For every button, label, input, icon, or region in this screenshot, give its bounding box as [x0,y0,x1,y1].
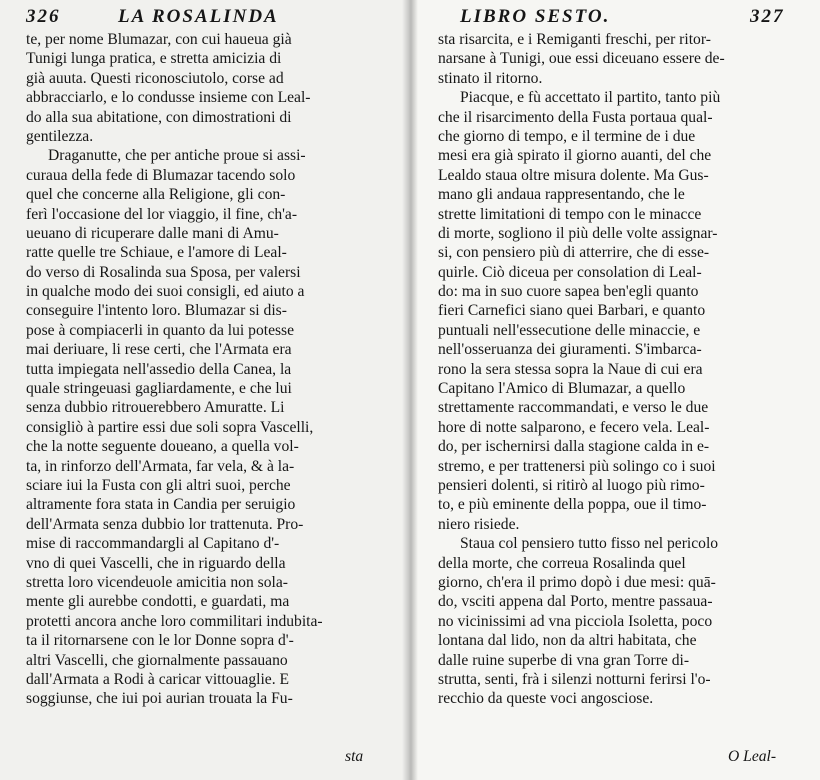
text-line: quale stringeuasi gagliardamente, e che lui [26,380,292,398]
text-line: no vicinissimi ad vna picciola Isoletta, poco [438,612,713,630]
text-line: Tunigi lunga pratica, e stretta amicizia di [26,50,282,68]
text-line: tutta impiegata nell'assedio della Canea, la [26,360,292,378]
text-line: pose à compiacerli in quanto da lui potesse [26,321,295,339]
right-page [410,0,820,780]
text-line: do, per ischernirsi dalla stagione calda in e- [438,438,710,456]
text-line: do: ma in suo cuore sapea ben'egli quanto [438,283,699,301]
text-line: gentilezza. [26,127,94,145]
text-line: pensieri dolenti, si ritirò al luogo più rimo- [438,476,705,494]
text-line: di morte, sogliono il più delle volte assignar- [438,224,718,242]
text-line: in qualche modo dei suoi consigli, ed aiuto a [26,283,305,301]
text-line: do verso di Rosalinda sua Sposa, per valersi [26,263,301,281]
text-line: mente gli aurebbe condotti, e guardati, ma [26,593,290,611]
text-line: recchio da queste voci angosciose. [438,690,654,708]
text-line: della morte, che correua Rosalinda quel [438,554,686,572]
text-line: to, e più eminente della poppa, oue il timo- [438,496,707,514]
text-line: curaua della fede di Blumazar tacendo solo [26,166,296,184]
text-line: fieri Carnefici siano quei Barbari, e quanto [438,302,706,320]
text-line: mise di raccommandargli al Capitano d'- [26,535,280,553]
right-catchword: O Leal- [728,748,777,765]
text-line: do, vsciti appena dal Porto, mentre passaua- [438,593,713,611]
text-line: Piacque, e fù accettato il partito, tanto più [460,89,721,107]
text-line: rono la sera stessa sopra la Naue di cui era [438,360,703,378]
text-line: vno di quei Vascelli, che in riguardo della [26,554,286,572]
text-line: ta, in rinforzo dell'Armata, far vela, & à la- [26,457,295,475]
left-catchword: sta [345,748,364,765]
left-running-head: LA ROSALINDA [118,6,279,27]
text-line: hore di notte salparono, e fecero vela. Leal- [438,418,710,436]
text-line: Lealdo staua oltre misura dolente. Ma Gus- [438,166,709,184]
text-line: quirle. Ciò diceua per consolation di Leal- [438,263,702,281]
text-line: altri Vascelli, che giornalmente passauano [26,651,288,669]
text-line: sta risarcita, e i Remiganti freschi, per ritor- [438,31,711,48]
text-line: sciare iui la Fusta con gli altri suoi, perche [26,476,291,494]
text-line: si, con pensiero più di atterrire, che di esse- [438,244,710,262]
text-line: strettamente raccommandati, e verso le due [438,399,709,417]
text-line: giorno, ch'era il primo dopò i due mesi: quā- [438,573,716,591]
book-gutter-shadow [402,0,418,780]
text-line: ferì l'occasione del lor viaggio, il fine, ch'a- [26,205,298,223]
text-line: narsane à Tunigi, oue essi diceuano essere de- [438,50,725,68]
text-line: lontana dal lido, non da altri habitata, che [438,632,697,650]
right-text-block [438,30,806,709]
text-line: che la notte seguente doueano, a quella vol- [26,438,299,456]
text-line: mai deriuare, li rese certi, che l'Armata era [26,341,292,359]
text-line: stinato il ritorno. [438,69,543,87]
text-line: altramente fora stata in Candia per seruigio [26,496,296,514]
text-line: mesi era già spirato il giorno auanti, del che [438,147,712,165]
left-text-block [26,30,384,709]
text-line: do alla sua abitatione, con dimostrationi di [26,108,292,126]
text-line: senza dubbio ritrouerebbero Amuratte. Li [26,399,285,417]
text-line: conseguire l'intento loro. Blumazar si dis- [26,302,287,320]
text-line: che giorno di tempo, e il termine de i due [438,127,696,145]
right-page-number: 327 [750,6,785,27]
text-line: ueuano di ricuperare dalle mani di Amu- [26,224,279,242]
text-line: mano gli andaua rappresentando, che le [438,186,685,204]
text-line: Capitano l'Amico di Blumazar, a quello [438,380,686,398]
text-line: ratte quelle tre Schiaue, e l'amore di Leal- [26,244,287,262]
text-line: Staua col pensiero tutto fisso nel pericolo [460,535,719,553]
text-line: te, per nome Blumazar, con cui haueua già [26,31,292,48]
text-line: consigliò à partire essi due soli sopra Vascelli, [26,418,314,436]
text-line: ta il ritornarsene con le lor Donne sopra d'- [26,632,294,650]
text-line: strette limitationi di tempo con le minacce [438,205,702,223]
text-line: stretta loro vicendeuole amicitia non sola- [26,573,288,591]
text-line: che il risarcimento della Fusta portaua qual- [438,108,713,126]
text-line: Draganutte, che per antiche proue si assi- [48,147,306,165]
text-line: già auuta. Questi riconosciutolo, corse ad [26,69,284,87]
text-line: soggiunse, che iui poi aurian trouata la Fu- [26,690,293,708]
right-running-head: LIBRO SESTO. [460,6,611,27]
text-line: abbracciarlo, e lo condusse insieme con Leal- [26,89,311,107]
text-line: puntuali nell'essecutione delle minaccie, e [438,321,701,339]
text-line: protetti ancora anche loro commilitari indubita- [26,612,323,630]
text-line: niero risiede. [438,515,520,533]
text-line: dalle ruine superbe di vna gran Torre di- [438,651,690,669]
text-line: dall'Armata a Rodi à caricar vittouaglie. E [26,670,290,688]
text-line: nell'osseruanza dei giuramenti. S'imbarca- [438,341,702,359]
left-page-number: 326 [26,6,61,27]
text-line: dell'Armata senza dubbio lor trattenuta. Pro- [26,515,304,533]
text-line: strutta, senti, frà i silenzi notturni ferirsi l'o- [438,670,711,688]
text-line: stremo, e per trattenersi più solingo co i suoi [438,457,716,475]
text-line: quel che concerne alla Religione, gli con- [26,186,286,204]
